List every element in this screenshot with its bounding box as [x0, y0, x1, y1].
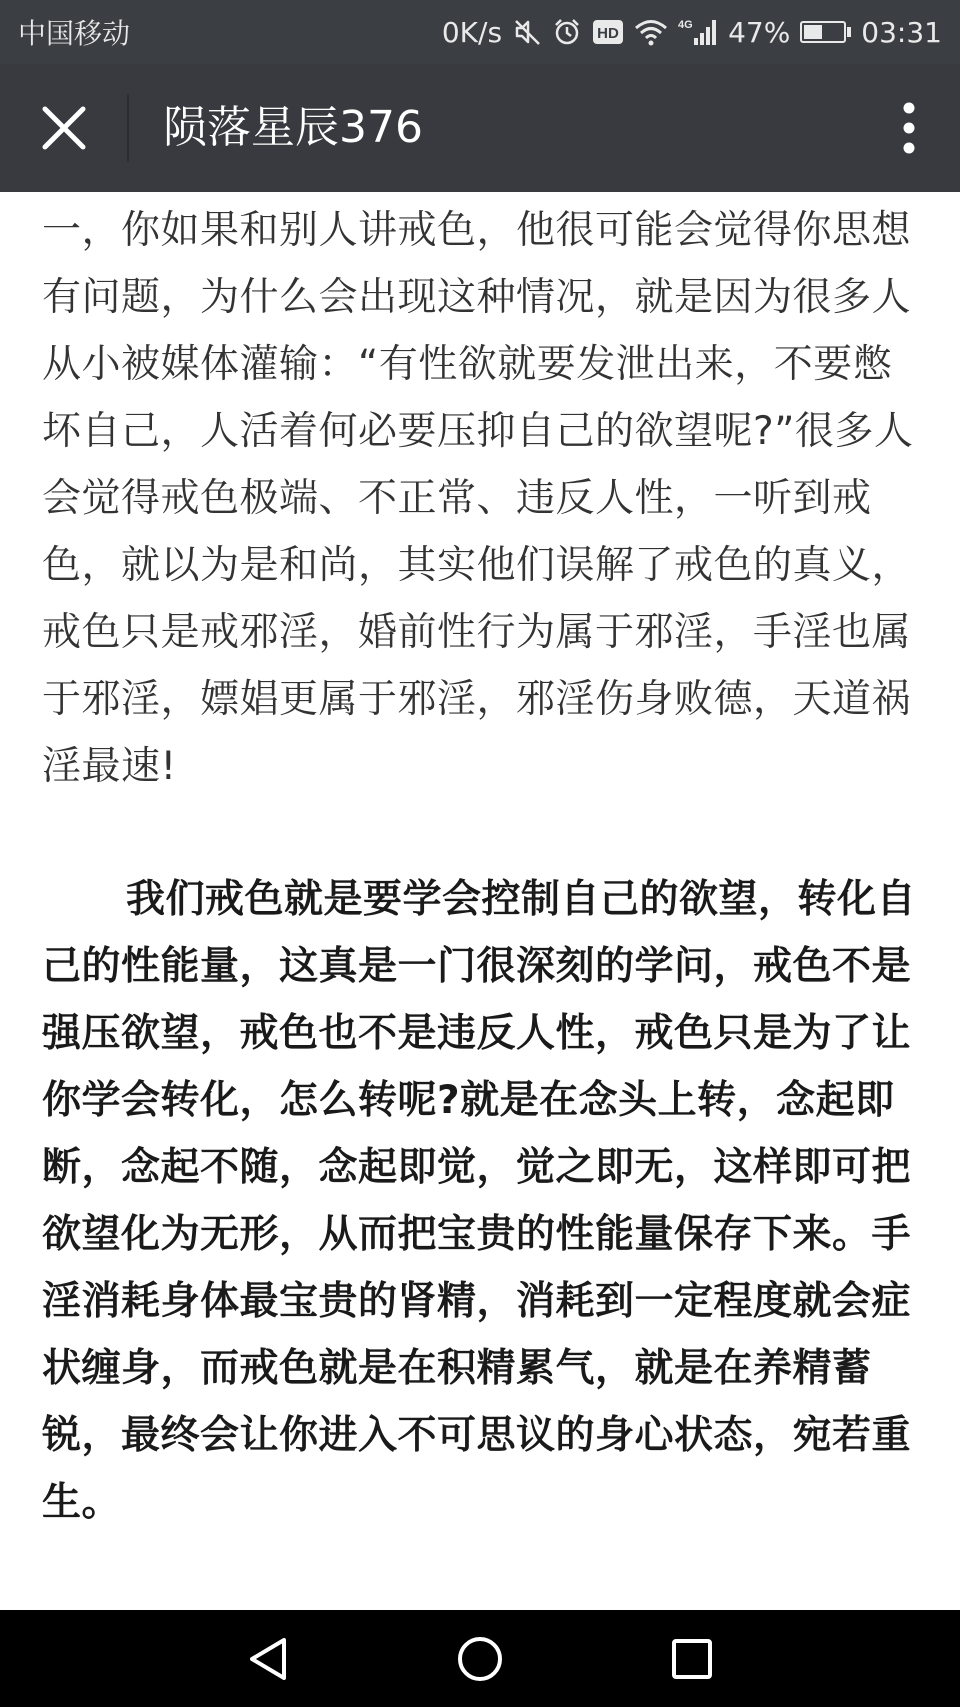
- mute-icon: [512, 17, 542, 47]
- battery-level: [804, 25, 822, 39]
- svg-text:HD: HD: [597, 25, 619, 42]
- hd-icon: [592, 19, 624, 45]
- more-vertical-icon: [901, 100, 917, 156]
- home-button[interactable]: [448, 1628, 512, 1690]
- status-indicators: [442, 16, 942, 49]
- recent-apps-button[interactable]: [660, 1628, 724, 1690]
- battery-percent: 47%: [728, 15, 791, 49]
- status-bar: [0, 0, 960, 64]
- page-title: 陨落星辰376: [163, 102, 423, 153]
- back-button[interactable]: [236, 1628, 300, 1690]
- close-icon: [40, 104, 88, 152]
- article-paragraph-bold: 我们戒色就是要学会控制自己的欲望，转化自己的性能量，这真是一门很深刻的学问，戒色不是强压欲望，戒色也不是违反人性，戒色只是为了让你学会转化，怎么转呢?就是在念头上转，念起即断，念起不随，念起即觉，觉之即无，这样即可把欲望化为无形，从而把宝贵的性能量保存下来。手淫消耗身体最宝贵的肾精，消耗到一定程度就会症状缠身，而戒色就是在积精累气，就是在养精蓄锐，最终会让你进入不可思议的身心状态，宛若重生。: [42, 877, 917, 1525]
- wifi-icon: [634, 18, 668, 46]
- title-divider: [127, 94, 129, 162]
- alarm-icon: [552, 17, 582, 47]
- battery-icon: [800, 21, 851, 43]
- navigation-bar: [0, 1610, 960, 1707]
- network-type-label: 4G: [678, 19, 693, 31]
- signal-icon: [678, 17, 718, 47]
- article-content[interactable]: [0, 192, 960, 1610]
- close-button[interactable]: [22, 88, 106, 168]
- more-options-button[interactable]: [884, 92, 934, 164]
- home-circle-icon: [456, 1635, 504, 1683]
- article-paragraph: 一，你如果和别人讲戒色，他很可能会觉得你思想有问题，为什么会出现这种情况，就是因为很多人从小被媒体灌输：“有性欲就要发泄出来，不要憋坏自己，人活着何必要压抑自己的欲望呢?”很多人会觉得戒色极端、不正常、违反人性，一听到戒色，就以为是和尚，其实他们误解了戒色的真义，戒色只是戒邪淫，婚前性行为属于邪淫，手淫也属于邪淫，嫖娼更属于邪淫，邪淫伤身败德，天道祸淫最速!: [42, 208, 914, 789]
- clock: 03:31: [861, 15, 942, 49]
- title-bar: [0, 64, 960, 192]
- back-triangle-icon: [246, 1635, 290, 1683]
- recent-apps-icon: [670, 1637, 714, 1681]
- carrier-label: 中国移动: [18, 17, 131, 50]
- net-speed: 0K/s: [441, 15, 503, 49]
